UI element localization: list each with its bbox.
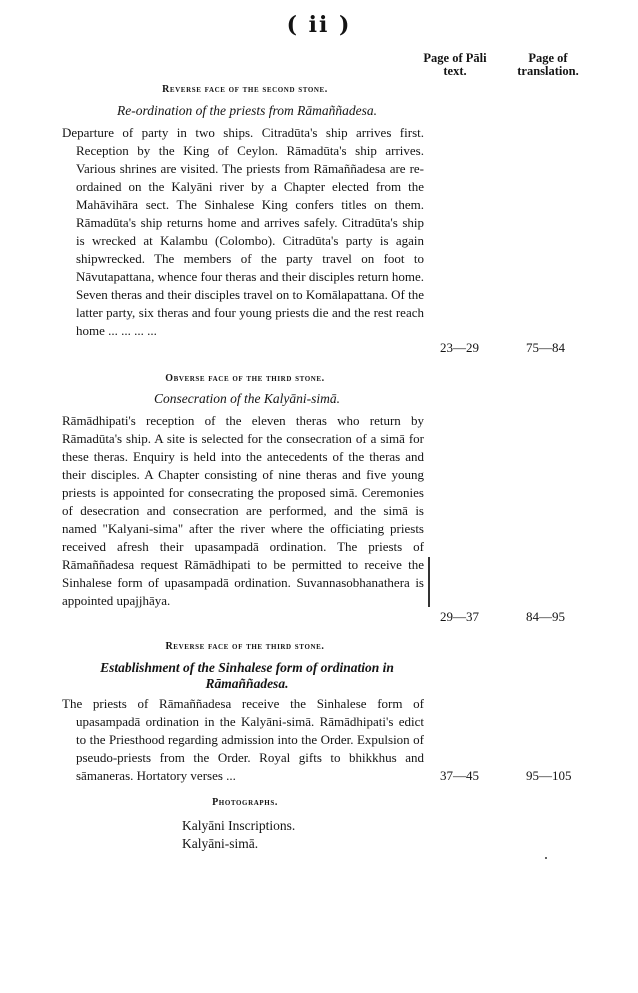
photographs-heading: Photographs. bbox=[212, 797, 278, 808]
page-number: ( ii ) bbox=[286, 12, 352, 38]
pali-page-range: 29—37 bbox=[440, 609, 479, 624]
section-summary: Departure of party in two ships. Citradūta's ship arrives first. Reception by the King of Ceylon. Rāmadūta's ship arrives. Various shrines are visited. The priests from Rāmaññadesa are re-ordained on the Kalyāni river by a Chapter elected from the Mahāvihāra sect. The Sinhalese King confers titles on them. Rāmadūta's ship returns home and arrives safely. Citradūta's ship is wrecked at Kalambu (Colombo). Citradūta's party is again shipwrecked. The members of the party travel on foot to Nāvutapattana, whence four theras and their disciples return home. Seven theras and their disciples travel on to Komālapattana. Of the latter party, six theras and four young priests die and the rest reach home ... ... ... ... bbox=[62, 125, 424, 338]
section-heading: Reverse face of the second stone. bbox=[162, 84, 328, 95]
section-subheading: Re-ordination of the priests from Rāmaññadesa. bbox=[117, 103, 377, 118]
pali-page-range: 23—29 bbox=[440, 340, 479, 355]
section-subheading: Consecration of the Kalyāni-simā. bbox=[154, 391, 340, 406]
column-header-pali-page: Page of Pāli text. bbox=[423, 51, 487, 78]
translation-page-range: 75—84 bbox=[526, 340, 565, 355]
photograph-item: Kalyāni-simā. bbox=[182, 836, 259, 851]
speck bbox=[545, 857, 547, 859]
translation-page-range: 84—95 bbox=[526, 609, 565, 624]
pencil-mark bbox=[424, 557, 430, 607]
photograph-item: Kalyāni Inscriptions. bbox=[182, 818, 296, 833]
section-summary: The priests of Rāmaññadesa receive the Sinhalese form of upasampadā ordination in the Kalyāni-simā. Rāmādhipati's edict to the Priesthood regarding admission into the Order. Expulsion of pseudo-priests from the Order. Royal gifts to bhikkhus and sāmaneras. Hortatory verses ... bbox=[62, 696, 424, 783]
section-heading: Obverse face of the third stone. bbox=[165, 373, 325, 384]
section-summary: Rāmādhipati's reception of the eleven theras who return by Rāmadūta's ship. A site is selected for the consecration of a simā for these theras. Enquiry is held into the antecedents of the theras and their disciples. A Chapter consisting of nine theras and five young priests is appointed for consecrating the proposed simā. Ceremonies of desecration and consecration are performed, and the simā is named "Kalyani-sima" after the river where the officiating priests received afresh their upasampadā ordination. The priests of Rāmaññadesa request Rāmādhipati to be permitted to receive the Sinhalese form of upasampadā ordination. Suvannasobhanathera is appointed upajjhāya. bbox=[62, 413, 424, 608]
translation-page-range: 95—105 bbox=[526, 768, 572, 783]
column-header-translation-page: Page of translation. bbox=[517, 51, 579, 78]
pali-page-range: 37—45 bbox=[440, 768, 479, 783]
section-heading: Reverse face of the third stone. bbox=[165, 641, 325, 652]
section-subheading: Establishment of the Sinhalese form of ordination in Rāmaññadesa. bbox=[100, 660, 394, 691]
